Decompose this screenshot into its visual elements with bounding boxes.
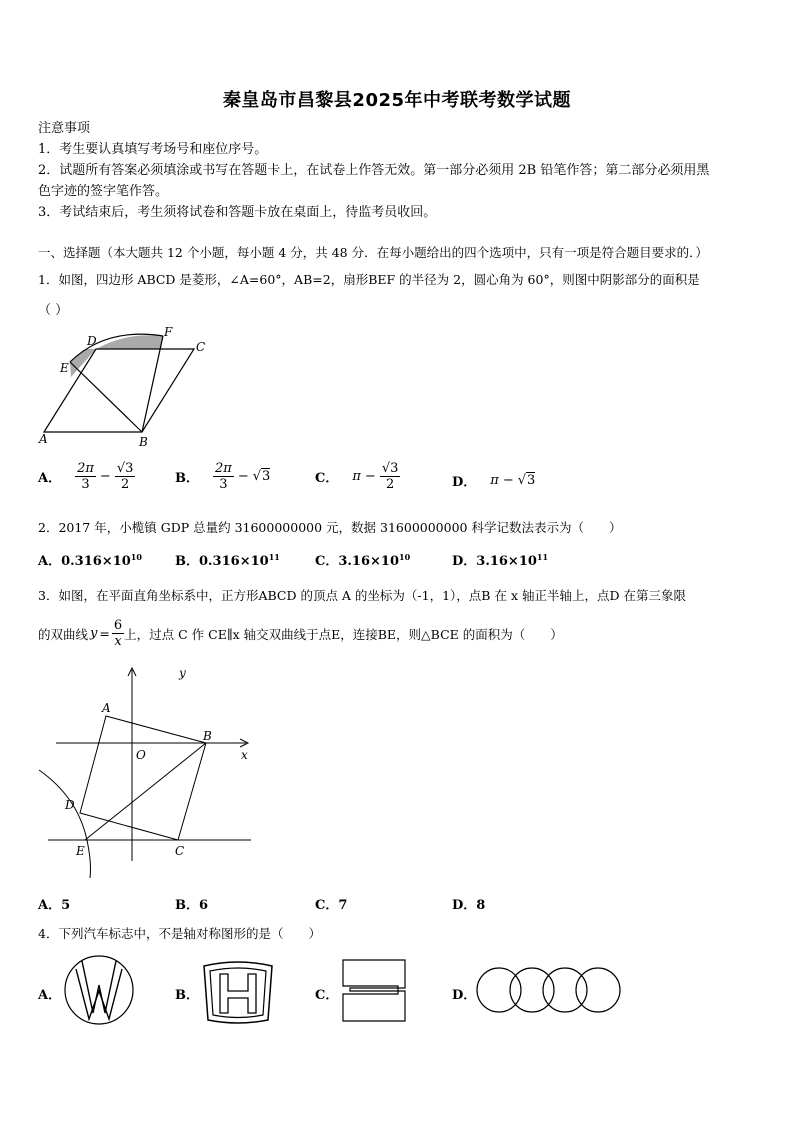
honda-logo-icon <box>198 958 278 1028</box>
label-c: C <box>196 340 206 354</box>
label-d: D <box>87 334 97 348</box>
hyperbola <box>39 770 91 878</box>
q3-option-a[interactable]: A．5 <box>38 898 71 913</box>
q2-option-d[interactable]: D．$3.16\times 10^{11}$ <box>452 552 549 569</box>
q1-option-d[interactable]: D． π − √3 <box>452 473 536 490</box>
label-e: E <box>60 361 69 375</box>
shaded-region <box>70 349 96 377</box>
notice-item: 色字迹的签字笔作答。 <box>38 184 169 199</box>
section-heading: 一、选择题（本大题共 12 个小题，每小题 4 分，共 48 分．在每小题给出的四个选项中，只有一项是符合题目要求的．） <box>38 245 708 260</box>
q2-option-b[interactable]: B．$0.316\times 10^{11}$ <box>175 552 280 569</box>
label-x: x <box>241 748 248 762</box>
radius-bf <box>142 336 163 432</box>
label-f: F <box>164 325 173 339</box>
shaded-region <box>96 335 163 349</box>
label-d: D <box>65 798 75 812</box>
label-a: A <box>102 701 111 715</box>
label-a: A <box>39 432 48 446</box>
notice-heading: 注意事项 <box>38 121 91 136</box>
q2-option-c[interactable]: C．$3.16\times 10^{10}$ <box>315 552 411 569</box>
radius-be <box>70 362 142 432</box>
q1-option-b[interactable]: B． $\frac{2\pi}{3}$ − √3 <box>175 461 271 492</box>
label-b: B <box>139 435 148 449</box>
q3-stem-line1: 3．如图，在平面直角坐标系中，正方形ABCD 的顶点 A 的坐标为（-1，1），点B 在 x 轴正半轴上，点D 在第三象限 <box>38 588 686 603</box>
notice-item: 3．考试结束后，考生须将试卷和答题卡放在桌面上，待监考员收回。 <box>38 205 437 220</box>
volkswagen-logo-icon <box>62 953 136 1027</box>
q2-stem: 2．2017 年，小榄镇 GDP 总量约 31600000000 元，数据 31600000000 科学记数法表示为（ ） <box>38 520 622 535</box>
q4-stem: 4．下列汽车标志中，不是轴对称图形的是（ ） <box>38 926 321 941</box>
q3-option-c[interactable]: C．7 <box>315 898 348 913</box>
label-o: O <box>136 748 146 762</box>
q1-option-c[interactable]: C． π − $\frac{√3}{2}$ <box>315 461 399 492</box>
q1-paren: （ ） <box>38 303 69 318</box>
label-e: E <box>76 844 85 858</box>
q4-option-a-label[interactable]: A． <box>38 988 62 1003</box>
step-logo-icon <box>340 958 408 1024</box>
notice-item: 1．考生要认真填写考场号和座位序号。 <box>38 142 268 157</box>
q3-coordinate-figure <box>36 666 256 881</box>
label-c: C <box>175 844 185 858</box>
q3-stem-line2: 的双曲线 y = $\frac{6}{x}$ 上，过点 C 作 CE∥x 轴交双曲线于点E，连接BE，则△BCE 的面积为（ ） <box>38 618 563 649</box>
q1-rhombus-figure <box>36 322 226 450</box>
q4-option-d-label[interactable]: D． <box>452 988 477 1003</box>
notice-item: 2．试题所有答案必须填涂或书写在答题卡上，在试卷上作答无效。第一部分必须用 2B 铅笔作答；第二部分必须用黑 <box>38 163 710 178</box>
q1-option-a[interactable]: A． $\frac{2\pi}{3}$ − $\frac{√3}{2}$ <box>38 461 134 492</box>
q2-option-a[interactable]: A．$0.316\times 10^{10}$ <box>38 552 142 569</box>
q3-option-d[interactable]: D．8 <box>452 898 486 913</box>
q3-option-b[interactable]: B．6 <box>175 898 209 913</box>
page-title: 秦皇岛市昌黎县2025年中考联考数学试题 <box>222 90 572 111</box>
q1-stem: 1．如图，四边形 ABCD 是菱形，∠A=60°，AB=2，扇形BEF 的半径为 2，圆心角为 60°，则图中阴影部分的面积是 <box>38 272 700 287</box>
label-y: y <box>179 666 186 680</box>
q4-option-b-label[interactable]: B． <box>175 988 199 1003</box>
audi-rings-logo-icon <box>474 962 624 1018</box>
square-abcd <box>80 716 206 840</box>
label-b: B <box>203 729 212 743</box>
q4-option-c-label[interactable]: C． <box>315 988 339 1003</box>
